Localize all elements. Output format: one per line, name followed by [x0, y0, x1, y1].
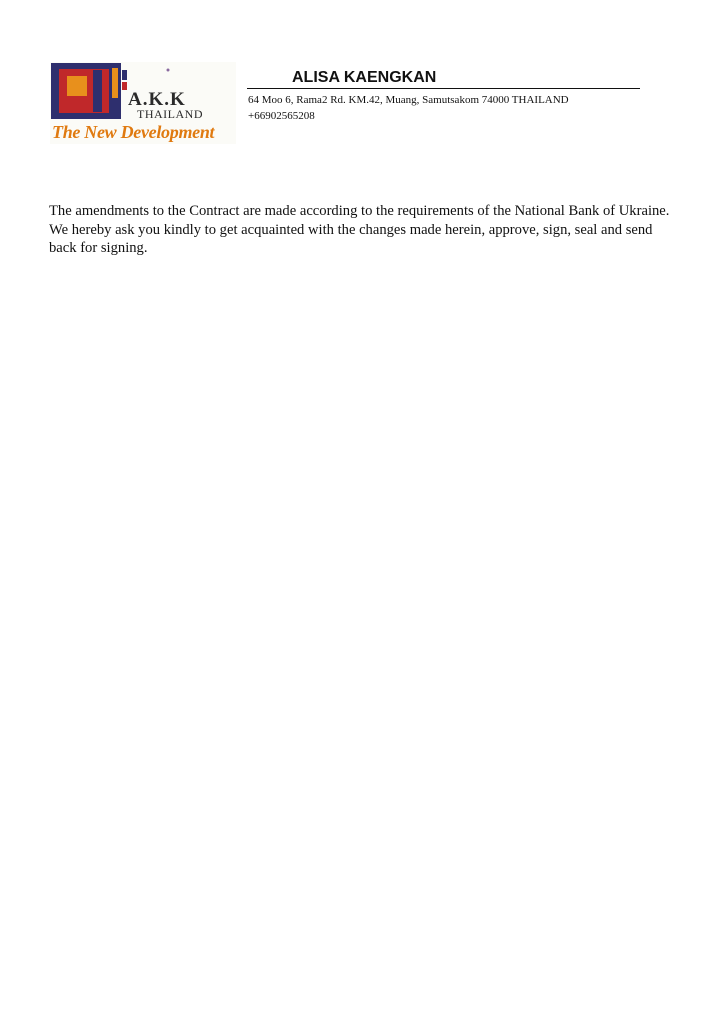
logo-tagline: The New Development	[52, 122, 215, 142]
logo-country-text: THAILAND	[137, 107, 203, 121]
company-address: 64 Moo 6, Rama2 Rd. KM.42, Muang, Samutsakom 74000 THAILAND	[248, 94, 569, 106]
company-phone: +66902565208	[248, 110, 315, 122]
company-name-text: ALISA KAENGKAN	[292, 69, 437, 86]
company-name-heading	[247, 68, 640, 89]
logo-brand-text: A.K.K	[128, 89, 186, 110]
body-paragraph: The amendments to the Contract are made according to the requirements of the National Bank of Ukraine. We hereby ask you kindly to get acquainted with the changes made herein, approve, sign, seal and send back for signing.	[49, 203, 670, 256]
company-logo	[50, 62, 236, 144]
